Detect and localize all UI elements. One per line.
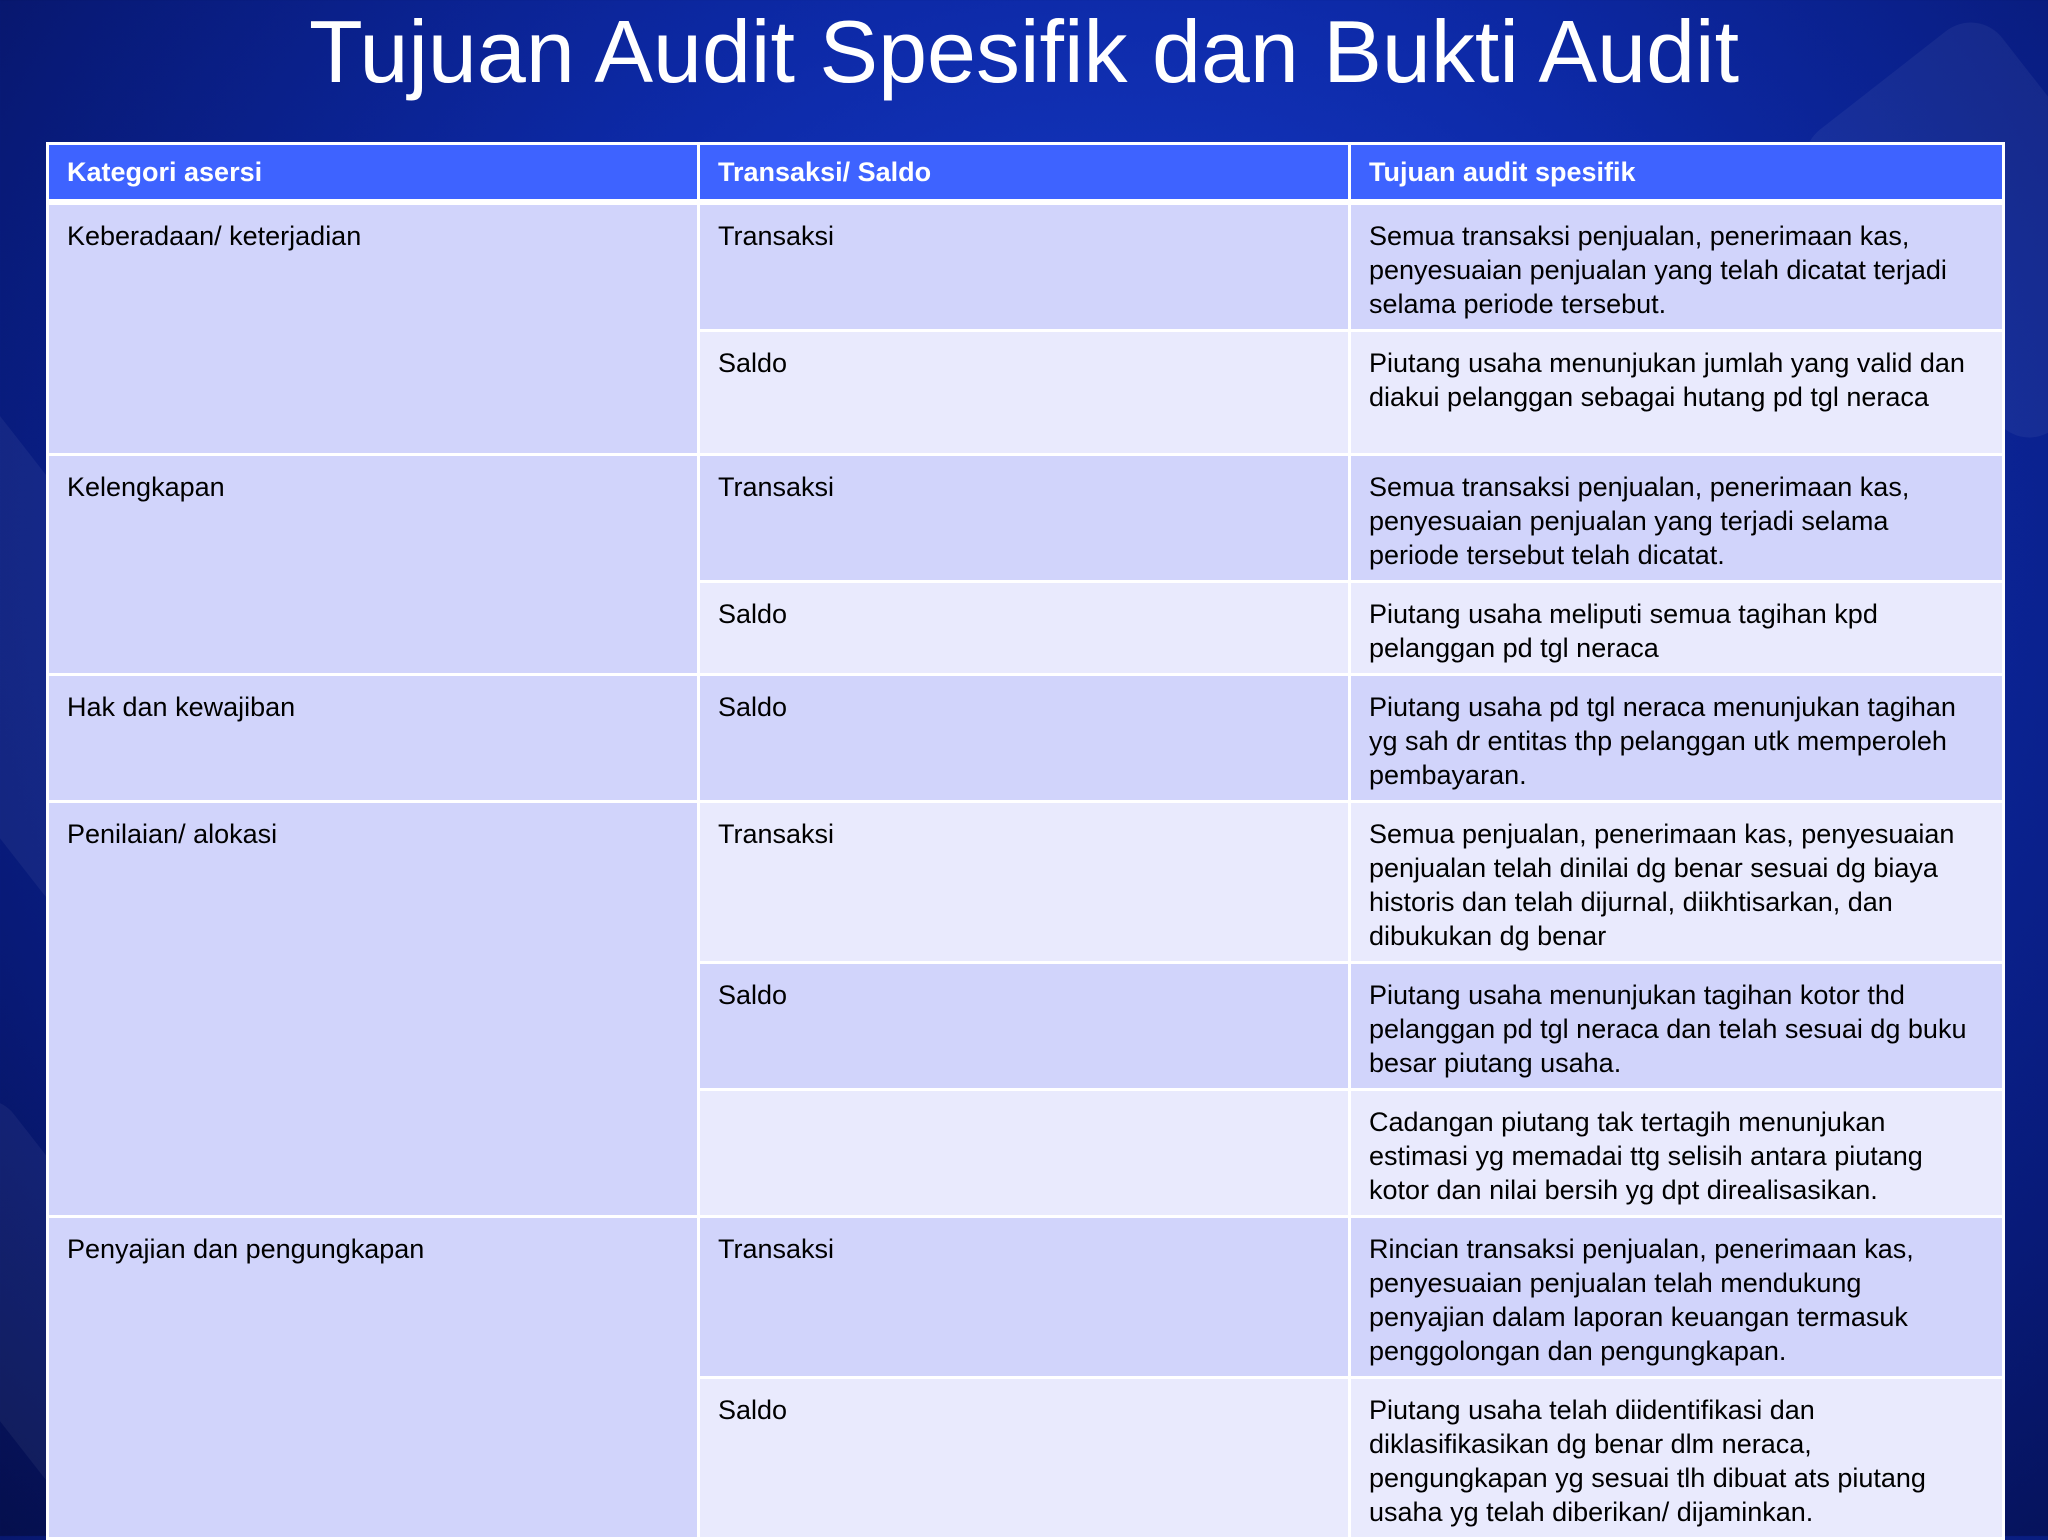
type-cell: Transaksi (699, 202, 1350, 331)
type-cell: Transaksi (699, 802, 1350, 963)
objective-cell: Semua transaksi penjualan, penerimaan kas, penyesuaian penjualan yang terjadi selama periode tersebut telah dicatat. (1350, 455, 2004, 582)
type-cell: Saldo (699, 1378, 1350, 1539)
table-row (48, 455, 2004, 582)
category-cell: Keberadaan/ keterjadian (48, 202, 699, 455)
header-kategori-asersi: Kategori asersi (48, 144, 699, 203)
header-tujuan-audit: Tujuan audit spesifik (1350, 144, 2004, 203)
table-row (48, 202, 2004, 331)
objective-cell: Piutang usaha pd tgl neraca menunjukan tagihan yg sah dr entitas thp pelanggan utk memperoleh pembayaran. (1350, 675, 2004, 802)
objective-cell: Semua transaksi penjualan, penerimaan kas, penyesuaian penjualan yang telah dicatat terjadi selama periode tersebut. (1350, 202, 2004, 331)
table-row (48, 675, 2004, 802)
category-cell: Hak dan kewajiban (48, 675, 699, 802)
header-transaksi-saldo: Transaksi/ Saldo (699, 144, 1350, 203)
objective-cell: Piutang usaha menunjukan jumlah yang valid dan diakui pelanggan sebagai hutang pd tgl neraca (1350, 331, 2004, 455)
type-cell: Saldo (699, 582, 1350, 675)
slide-title: Tujuan Audit Spesifik dan Bukti Audit (308, 2, 1740, 101)
category-cell: Penilaian/ alokasi (48, 802, 699, 1217)
objective-cell: Piutang usaha meliputi semua tagihan kpd pelanggan pd tgl neraca (1350, 582, 2004, 675)
type-cell: Transaksi (699, 1217, 1350, 1378)
category-cell: Penyajian dan pengungkapan (48, 1217, 699, 1539)
audit-objectives-table (46, 142, 2005, 1540)
type-cell: Saldo (699, 963, 1350, 1090)
category-cell: Kelengkapan (48, 455, 699, 675)
type-cell: Saldo (699, 331, 1350, 455)
table-header-row (48, 144, 2004, 203)
objective-cell: Piutang usaha telah diidentifikasi dan diklasifikasikan dg benar dlm neraca, pengungkapan yg sesuai tlh dibuat ats piutang usaha yg telah diberikan/ dijaminkan. (1350, 1378, 2004, 1539)
objective-cell: Cadangan piutang tak tertagih menunjukan estimasi yg memadai ttg selisih antara piutang kotor dan nilai bersih yg dpt direalisasikan. (1350, 1090, 2004, 1217)
type-cell (699, 1090, 1350, 1217)
type-cell: Saldo (699, 675, 1350, 802)
type-cell: Transaksi (699, 455, 1350, 582)
table-row (48, 1217, 2004, 1378)
table-row (48, 802, 2004, 963)
objective-cell: Rincian transaksi penjualan, penerimaan kas, penyesuaian penjualan telah mendukung penyajian dalam laporan keuangan termasuk penggolongan dan pengungkapan. (1350, 1217, 2004, 1378)
objective-cell: Piutang usaha menunjukan tagihan kotor thd pelanggan pd tgl neraca dan telah sesuai dg buku besar piutang usaha. (1350, 963, 2004, 1090)
objective-cell: Semua penjualan, penerimaan kas, penyesuaian penjualan telah dinilai dg benar sesuai dg biaya historis dan telah dijurnal, diikhtisarkan, dan dibukukan dg benar (1350, 802, 2004, 963)
